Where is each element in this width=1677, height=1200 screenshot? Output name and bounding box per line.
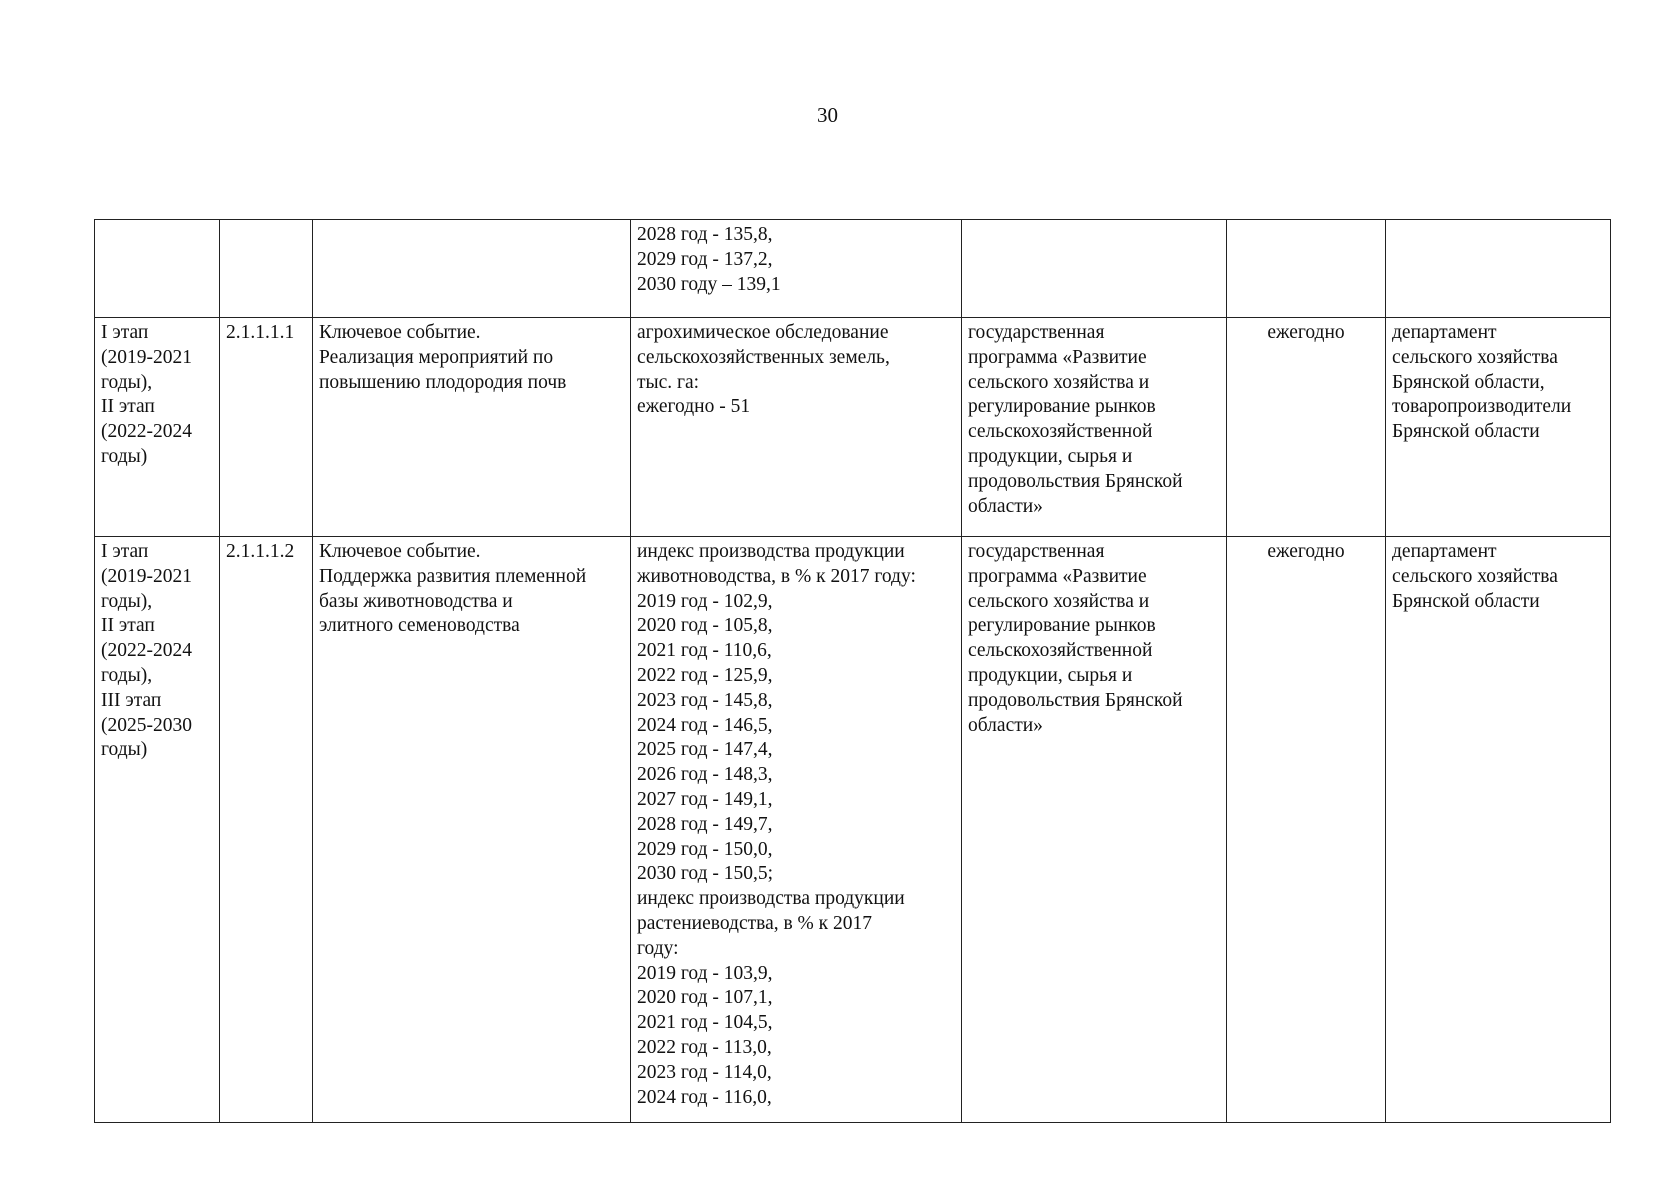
cell-line: повышению плодородия почв [319,371,567,393]
cell-line: годы), [101,664,153,686]
cell-line: годы), [101,371,153,393]
cell-line: 2029 год - 150,0, [637,838,773,860]
cell-line: 2028 год - 135,8, [637,224,773,245]
cell-line: ежегодно - 51 [637,396,751,418]
cell-line: сельского хозяйства и [968,371,1150,393]
cell-line: III этап [101,689,162,711]
cell-line: (2025-2030 [101,714,192,736]
cell-line: департамент [1392,541,1497,562]
page-number: 30 [817,103,838,127]
period-cell [1227,537,1386,1123]
indicator-cell [631,220,962,318]
cell-line: 2019 год - 103,9, [637,962,773,984]
responsible-cell [1386,537,1611,1123]
cell-line: (2019-2021 [101,346,192,368]
cell-line: программа «Развитие [968,565,1147,587]
cell-line: продовольствия Брянской [968,470,1183,492]
cell-line: 2029 год - 137,2, [637,248,773,270]
code-cell [220,537,313,1123]
measures-table [94,219,1611,1123]
cell-line: (2022-2024 [101,421,192,443]
cell-line: 2019 год - 102,9, [637,590,773,612]
cell-line: 2027 год - 149,1, [637,788,773,810]
cell-line: 2025 год - 147,4, [637,739,773,761]
cell-line: Поддержка развития племенной [319,565,587,587]
event-cell [313,537,631,1123]
cell-line: Реализация мероприятий по [319,346,554,368]
cell-line: годы) [101,445,148,467]
cell-text: ежегодно [1267,322,1345,343]
indicator-cell [631,537,962,1123]
cell-line: 2024 год - 146,5, [637,714,773,736]
cell-line: годы) [101,739,148,761]
cell-line: 2028 год - 149,7, [637,813,773,835]
cell-line: II этап [101,615,155,637]
stage-cell [95,318,220,537]
cell-line: 2030 год - 150,5; [637,863,774,885]
cell-line: Ключевое событие. [319,322,481,343]
cell-line: государственная [968,541,1105,562]
cell-line: продовольствия Брянской [968,689,1183,711]
stage-cell [95,220,220,318]
cell-line: животноводства, в % к 2017 году: [637,565,916,587]
cell-line: годы), [101,590,153,612]
cell-line: сельскохозяйственной [968,421,1153,443]
cell-line: департамент [1392,322,1497,343]
cell-line: 2022 год - 113,0, [637,1036,772,1058]
cell-line: сельского хозяйства [1392,346,1558,368]
table-row [95,537,1611,1123]
cell-line: области» [968,495,1043,517]
cell-line: 2021 год - 104,5, [637,1012,773,1034]
cell-line: индекс производства продукции [637,541,905,562]
cell-line: регулирование рынков [968,615,1156,637]
table-row [95,220,1611,318]
program-cell [962,318,1227,537]
cell-line: 2021 год - 110,6, [637,640,772,662]
event-cell [313,220,631,318]
cell-line: 2020 год - 107,1, [637,987,773,1009]
period-cell [1227,318,1386,537]
cell-line: 2023 год - 114,0, [637,1061,772,1083]
responsible-cell [1386,220,1611,318]
cell-line: сельскохозяйственных земель, [637,346,890,368]
table-row [95,318,1611,537]
program-cell [962,220,1227,318]
cell-line: сельского хозяйства и [968,590,1150,612]
cell-line: базы животноводства и [319,590,513,612]
cell-line: Брянской области [1392,590,1540,612]
cell-line: элитного семеноводства [319,615,520,637]
stage-cell [95,537,220,1123]
code-cell [220,220,313,318]
cell-line: продукции, сырья и [968,445,1133,467]
cell-line: Брянской области [1392,421,1540,443]
indicator-cell [631,318,962,537]
cell-text: ежегодно [1267,541,1345,562]
cell-line: 2022 год - 125,9, [637,664,773,686]
cell-line: Ключевое событие. [319,541,481,562]
period-cell [1227,220,1386,318]
cell-line: II этап [101,396,155,418]
program-cell [962,537,1227,1123]
code-cell [220,318,313,537]
cell-line: 2020 год - 105,8, [637,615,773,637]
cell-line: сельскохозяйственной [968,640,1153,662]
cell-text: 2.1.1.1.2 [226,541,295,562]
cell-line: (2022-2024 [101,640,192,662]
cell-line: 2024 год - 116,0, [637,1086,772,1108]
cell-line: растениеводства, в % к 2017 [637,912,873,934]
cell-line: I этап [101,541,149,562]
cell-line: I этап [101,322,149,343]
cell-line: программа «Развитие [968,346,1147,368]
cell-line: году: [637,937,679,959]
event-cell [313,318,631,537]
cell-line: индекс производства продукции [637,888,905,910]
responsible-cell [1386,318,1611,537]
cell-line: 2023 год - 145,8, [637,689,773,711]
cell-line: Брянской области, [1392,371,1545,393]
cell-line: регулирование рынков [968,396,1156,418]
cell-line: 2026 год - 148,3, [637,764,773,786]
cell-line: продукции, сырья и [968,664,1133,686]
cell-line: 2030 году – 139,1 [637,273,781,295]
cell-line: области» [968,714,1043,736]
cell-line: агрохимическое обследование [637,322,889,343]
cell-line: товаропроизводители [1392,396,1572,418]
cell-line: государственная [968,322,1105,343]
cell-line: тыс. га: [637,371,700,393]
cell-text: 2.1.1.1.1 [226,322,295,343]
cell-line: сельского хозяйства [1392,565,1558,587]
cell-line: (2019-2021 [101,565,192,587]
